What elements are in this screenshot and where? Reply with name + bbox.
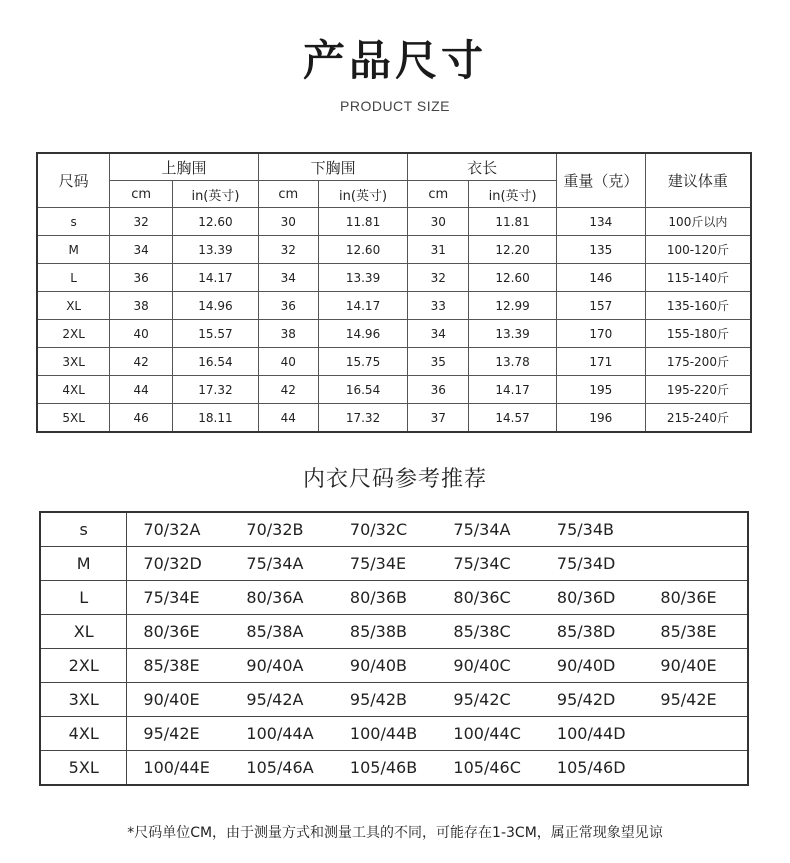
size-table-body <box>37 208 751 433</box>
table-cell: 17.32 <box>318 404 408 433</box>
bra-size-value: 95/42A <box>230 683 334 717</box>
bra-size-value: 85/38E <box>644 615 748 649</box>
table-cell: 36 <box>110 264 173 292</box>
bra-row <box>40 615 748 649</box>
bra-size-value: 100/44C <box>437 717 541 751</box>
bra-row <box>40 547 748 581</box>
bra-size-value: 85/38C <box>437 615 541 649</box>
table-cell: 31 <box>408 236 469 264</box>
table-cell: 15.57 <box>173 320 259 348</box>
table-cell: 35 <box>408 348 469 376</box>
table-cell: 34 <box>408 320 469 348</box>
table-cell: 37 <box>408 404 469 433</box>
bra-size-value <box>644 512 748 547</box>
table-cell: 33 <box>408 292 469 320</box>
upper-bust-header: 上胸围 <box>110 153 259 181</box>
bra-size-value: 70/32C <box>334 512 438 547</box>
table-cell: 14.96 <box>173 292 259 320</box>
bra-size-value: 90/40B <box>334 649 438 683</box>
table-cell: 30 <box>408 208 469 236</box>
table-row <box>37 376 751 404</box>
bra-row <box>40 581 748 615</box>
bra-size-table <box>39 511 749 786</box>
bra-size-value: 85/38D <box>541 615 645 649</box>
bra-size-value: 95/42D <box>541 683 645 717</box>
table-row <box>37 264 751 292</box>
table-cell: 12.60 <box>469 264 557 292</box>
bra-size-label: XL <box>40 615 127 649</box>
table-cell: 32 <box>258 236 318 264</box>
table-cell: 38 <box>110 292 173 320</box>
table-cell: 36 <box>408 376 469 404</box>
table-row <box>37 320 751 348</box>
table-cell: 17.32 <box>173 376 259 404</box>
table-cell: 13.39 <box>318 264 408 292</box>
table-cell: 34 <box>258 264 318 292</box>
page-subtitle: PRODUCT SIZE <box>340 98 450 114</box>
size-table <box>36 152 752 433</box>
bra-size-value: 75/34D <box>541 547 645 581</box>
weight-header: 重量（克） <box>556 153 645 208</box>
bra-size-label: s <box>40 512 127 547</box>
bra-size-value: 80/36D <box>541 581 645 615</box>
bra-size-value: 80/36E <box>127 615 231 649</box>
bra-size-value: 70/32D <box>127 547 231 581</box>
table-cell: 42 <box>110 348 173 376</box>
table-cell: 12.99 <box>469 292 557 320</box>
table-cell: 175-200斤 <box>645 348 751 376</box>
table-cell: 100斤以内 <box>645 208 751 236</box>
bra-size-value: 70/32B <box>230 512 334 547</box>
bra-size-value: 105/46B <box>334 751 438 786</box>
bra-size-value: 105/46A <box>230 751 334 786</box>
cm-subheader: cm <box>110 181 173 208</box>
bra-size-value: 80/36E <box>644 581 748 615</box>
bra-size-value: 90/40E <box>644 649 748 683</box>
bra-size-label: 3XL <box>40 683 127 717</box>
table-cell: 15.75 <box>318 348 408 376</box>
table-cell: 46 <box>110 404 173 433</box>
table-cell: 14.57 <box>469 404 557 433</box>
table-cell: 16.54 <box>318 376 408 404</box>
bra-size-value: 75/34E <box>334 547 438 581</box>
bra-section-title: 内衣尺码参考推荐 <box>302 467 487 492</box>
cm-subheader: cm <box>258 181 318 208</box>
table-cell: 12.60 <box>173 208 259 236</box>
table-cell: 11.81 <box>469 208 557 236</box>
bra-size-label: 4XL <box>40 717 127 751</box>
bra-size-value: 90/40E <box>127 683 231 717</box>
inch-subheader: in(英寸) <box>318 181 408 208</box>
bra-size-value: 100/44E <box>127 751 231 786</box>
table-cell: 115-140斤 <box>645 264 751 292</box>
table-row <box>37 348 751 376</box>
bra-size-value: 95/42E <box>127 717 231 751</box>
table-cell: 40 <box>258 348 318 376</box>
bra-size-value: 75/34E <box>127 581 231 615</box>
bra-size-value: 75/34A <box>230 547 334 581</box>
bra-size-value: 105/46D <box>541 751 645 786</box>
table-cell: 44 <box>258 404 318 433</box>
inch-subheader: in(英寸) <box>469 181 557 208</box>
size-cell: s <box>37 208 110 236</box>
bra-size-value: 95/42E <box>644 683 748 717</box>
bra-size-value <box>644 751 748 786</box>
table-cell: 38 <box>258 320 318 348</box>
bra-size-value: 85/38B <box>334 615 438 649</box>
table-cell: 42 <box>258 376 318 404</box>
size-cell: 3XL <box>37 348 110 376</box>
table-cell: 16.54 <box>173 348 259 376</box>
bra-size-value: 100/44A <box>230 717 334 751</box>
table-cell: 32 <box>110 208 173 236</box>
table-cell: 30 <box>258 208 318 236</box>
table-cell: 11.81 <box>318 208 408 236</box>
bra-size-value <box>644 717 748 751</box>
table-cell: 195 <box>556 376 645 404</box>
table-cell: 196 <box>556 404 645 433</box>
table-cell: 12.60 <box>318 236 408 264</box>
size-cell: 4XL <box>37 376 110 404</box>
table-cell: 14.17 <box>173 264 259 292</box>
table-cell: 12.20 <box>469 236 557 264</box>
size-cell: M <box>37 236 110 264</box>
bra-size-value: 80/36C <box>437 581 541 615</box>
bra-size-label: 2XL <box>40 649 127 683</box>
size-cell: XL <box>37 292 110 320</box>
table-cell: 14.96 <box>318 320 408 348</box>
bra-size-value: 85/38A <box>230 615 334 649</box>
table-cell: 18.11 <box>173 404 259 433</box>
bra-size-value: 90/40A <box>230 649 334 683</box>
bra-size-value: 100/44D <box>541 717 645 751</box>
bra-size-value: 75/34B <box>541 512 645 547</box>
table-cell: 135-160斤 <box>645 292 751 320</box>
bra-size-value: 70/32A <box>127 512 231 547</box>
bra-size-value: 75/34C <box>437 547 541 581</box>
bra-size-value: 90/40D <box>541 649 645 683</box>
table-cell: 195-220斤 <box>645 376 751 404</box>
table-row <box>37 292 751 320</box>
length-header: 衣长 <box>408 153 557 181</box>
bra-size-label: M <box>40 547 127 581</box>
bra-table-body <box>40 512 748 785</box>
bra-size-label: 5XL <box>40 751 127 786</box>
table-cell: 14.17 <box>318 292 408 320</box>
bra-size-value: 95/42C <box>437 683 541 717</box>
size-cell: 5XL <box>37 404 110 433</box>
measurement-note: *尺码单位CM，由于测量方式和测量工具的不同，可能存在1-3CM，属正常现象望见谅 <box>127 825 663 841</box>
table-cell: 36 <box>258 292 318 320</box>
inch-subheader: in(英寸) <box>173 181 259 208</box>
table-row <box>37 236 751 264</box>
bra-size-value: 80/36A <box>230 581 334 615</box>
table-cell: 170 <box>556 320 645 348</box>
bra-size-label: L <box>40 581 127 615</box>
bra-row <box>40 717 748 751</box>
table-cell: 14.17 <box>469 376 557 404</box>
table-cell: 146 <box>556 264 645 292</box>
table-cell: 135 <box>556 236 645 264</box>
table-cell: 100-120斤 <box>645 236 751 264</box>
table-row <box>37 404 751 433</box>
table-row <box>37 208 751 236</box>
table-cell: 40 <box>110 320 173 348</box>
bra-size-value: 90/40C <box>437 649 541 683</box>
bra-size-value: 105/46C <box>437 751 541 786</box>
table-cell: 134 <box>556 208 645 236</box>
table-cell: 215-240斤 <box>645 404 751 433</box>
page-title: 产品尺寸 <box>302 36 487 85</box>
under-bust-header: 下胸围 <box>258 153 408 181</box>
size-cell: L <box>37 264 110 292</box>
table-cell: 157 <box>556 292 645 320</box>
table-cell: 13.39 <box>469 320 557 348</box>
table-cell: 155-180斤 <box>645 320 751 348</box>
bra-size-value: 80/36B <box>334 581 438 615</box>
table-cell: 13.39 <box>173 236 259 264</box>
bra-row <box>40 751 748 786</box>
cm-subheader: cm <box>408 181 469 208</box>
table-cell: 44 <box>110 376 173 404</box>
recommended-weight-header: 建议体重 <box>645 153 751 208</box>
bra-size-value: 100/44B <box>334 717 438 751</box>
bra-size-value: 85/38E <box>127 649 231 683</box>
bra-size-value: 75/34A <box>437 512 541 547</box>
bra-size-value <box>644 547 748 581</box>
size-cell: 2XL <box>37 320 110 348</box>
table-cell: 32 <box>408 264 469 292</box>
table-cell: 13.78 <box>469 348 557 376</box>
bra-row <box>40 649 748 683</box>
size-header: 尺码 <box>37 153 110 208</box>
bra-size-value: 95/42B <box>334 683 438 717</box>
table-cell: 171 <box>556 348 645 376</box>
bra-row <box>40 683 748 717</box>
bra-row <box>40 512 748 547</box>
table-cell: 34 <box>110 236 173 264</box>
